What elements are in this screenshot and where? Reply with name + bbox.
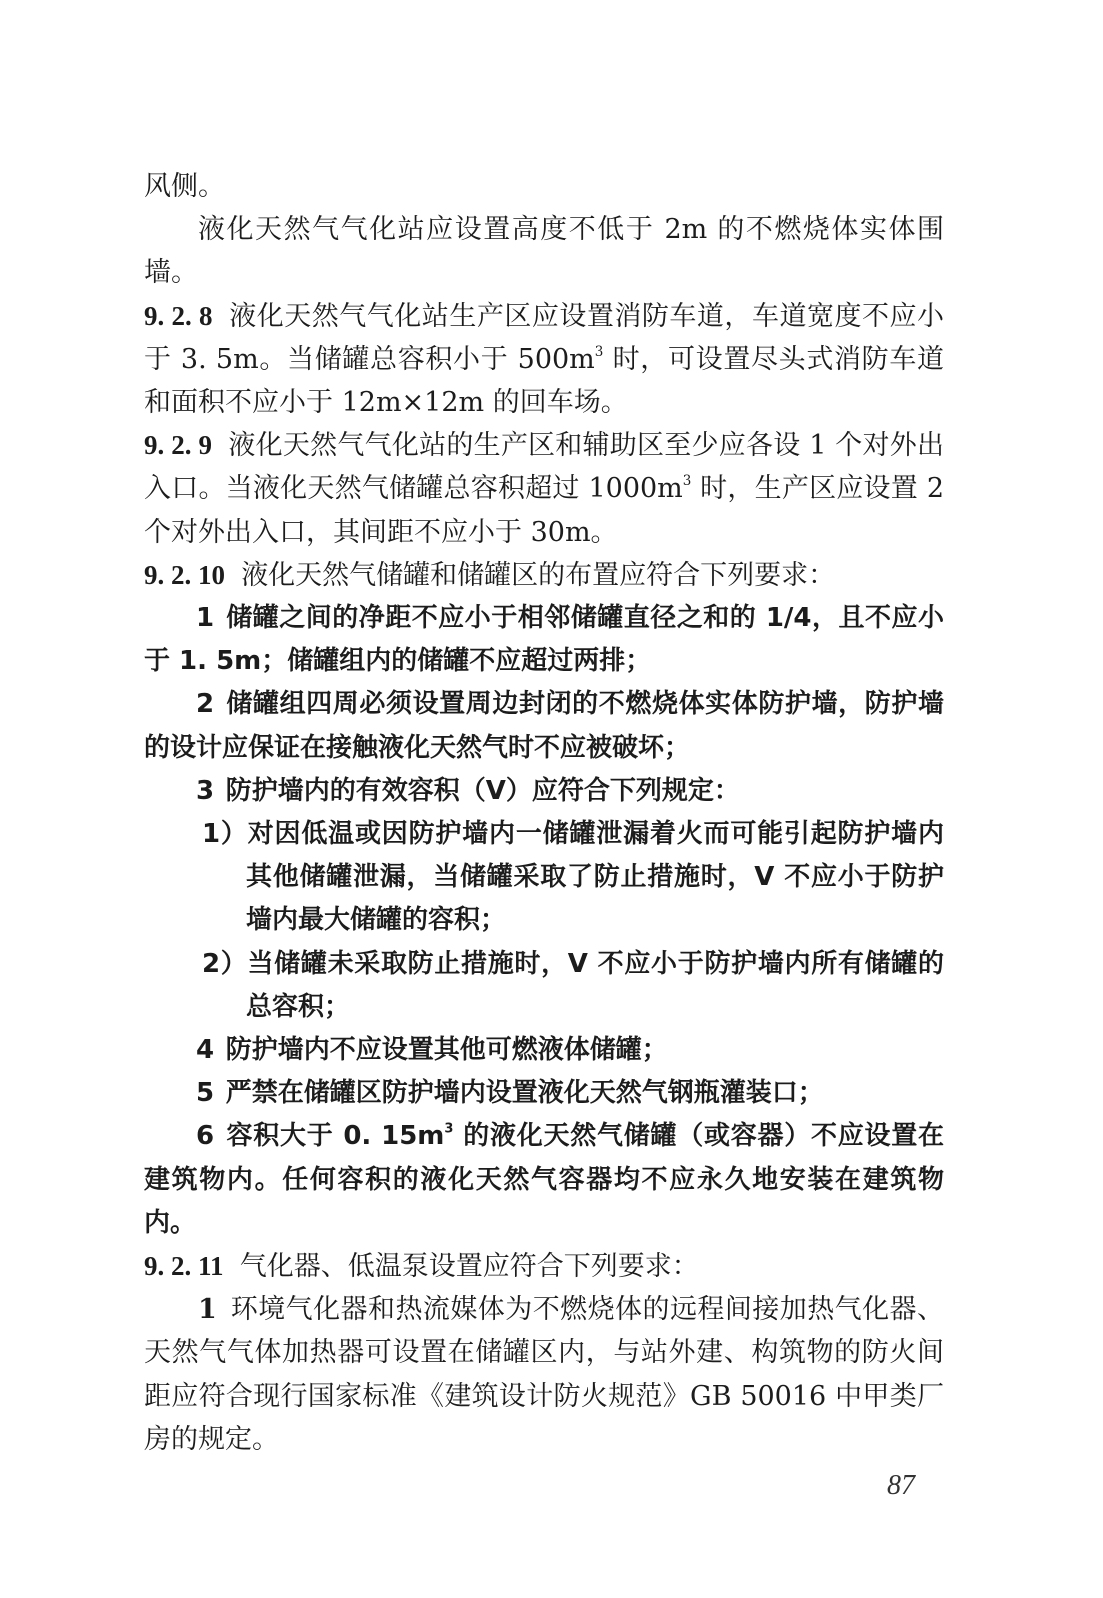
item-number: 1 bbox=[198, 1294, 217, 1326]
superscript: 3 bbox=[682, 473, 692, 490]
item-text: 严禁在储罐区防护墙内设置液化天然气钢瓶灌装口； bbox=[225, 1078, 824, 1109]
body-text bbox=[144, 165, 944, 1461]
clause-9-2-11 bbox=[144, 1245, 944, 1288]
wall-text: 液化天然气气化站应设置高度不低于 2m 的不燃烧体实体围墙。 bbox=[144, 214, 944, 289]
clause-number: 9. 2. 11 bbox=[144, 1251, 224, 1282]
clause-number: 9. 2. 9 bbox=[144, 430, 212, 461]
item-2 bbox=[144, 683, 944, 769]
item-text: 储罐组四周必须设置周边封闭的不燃烧体实体防护墙，防护墙的设计应保证在接触液化天然气时不应被破坏； bbox=[144, 689, 944, 763]
item-text: 环境气化器和热流媒体为不燃烧体的远程间接加热气化器、天然气气体加热器可设置在储罐区内，与站外建、构筑物的防火间距应符合现行国家标准《建筑设计防火规范》GB 50016 中甲类厂房的规定。 bbox=[144, 1294, 944, 1455]
clause-text-part: 时，可设置尽头式消防车道和面积不应小于 12m×12m 的回车场。 bbox=[144, 343, 944, 419]
item-text: 防护墙内的有效容积（V）应符合下列规定： bbox=[225, 775, 740, 806]
item-number: 2 bbox=[196, 689, 215, 720]
clause-text: 气化器、低温泵设置应符合下列要求： bbox=[239, 1251, 699, 1283]
clause-number: 9. 2. 8 bbox=[144, 300, 213, 331]
item-text: 储罐之间的净距不应小于相邻储罐直径之和的 1/4，且不应小于 1. 5m；储罐组内的储罐不应超过两排； bbox=[144, 603, 944, 677]
continuation-text: 风侧。 bbox=[144, 171, 225, 202]
superscript: 3 bbox=[594, 343, 604, 360]
item-j1 bbox=[144, 1288, 944, 1461]
subitem-number: 1） bbox=[202, 819, 248, 850]
item-6 bbox=[144, 1115, 944, 1245]
subitem-number: 2） bbox=[202, 948, 248, 979]
item-3 bbox=[144, 770, 944, 813]
item-number: 1 bbox=[196, 603, 215, 634]
paragraph-continuation bbox=[144, 165, 944, 208]
clause-9-2-8 bbox=[144, 295, 944, 425]
item-text: 防护墙内不应设置其他可燃液体储罐； bbox=[225, 1035, 668, 1066]
item-4 bbox=[144, 1029, 944, 1072]
item-number: 3 bbox=[196, 775, 215, 806]
item-text-part: 的液化天然气储罐（或容器）不应设置在建筑物内。任何容积的液化天然气容器均不应永久地安装在建筑物内。 bbox=[144, 1121, 944, 1238]
subitem-2 bbox=[144, 943, 944, 1029]
paragraph-wall bbox=[144, 208, 944, 294]
item-number: 4 bbox=[196, 1035, 215, 1066]
item-number: 5 bbox=[196, 1078, 215, 1109]
clause-text-part: 液化天然气气化站的生产区和辅助区至少应各设 1 个对外出入口。当液化天然气储罐总容积超过 1000m bbox=[144, 430, 945, 505]
clause-text: 液化天然气储罐和储罐区的布置应符合下列要求： bbox=[241, 559, 836, 591]
item-text-part: 容积大于 0. 15m bbox=[225, 1121, 445, 1152]
clause-text-part: 时，生产区应设置 2 个对外出入口，其间距不应小于 30m。 bbox=[144, 473, 944, 548]
subitem-text: 对因低温或因防护墙内一储罐泄漏着火而可能引起防护墙内其他储罐泄漏，当储罐采取了防止措施时，V 不应小于防护墙内最大储罐的容积； bbox=[246, 819, 944, 936]
item-1 bbox=[144, 597, 944, 683]
item-number: 6 bbox=[196, 1121, 215, 1152]
clause-9-2-10 bbox=[144, 554, 944, 597]
clause-9-2-9 bbox=[144, 424, 944, 554]
clause-text-part: 液化天然气气化站生产区应设置消防车道，车道宽度不应小于 3. 5m。当储罐总容积小于 500m bbox=[144, 300, 945, 375]
superscript: 3 bbox=[444, 1121, 454, 1137]
subitem-text: 当储罐未采取防止措施时，V 不应小于防护墙内所有储罐的总容积； bbox=[246, 948, 944, 1022]
page-number: 87 bbox=[887, 1470, 915, 1501]
clause-number: 9. 2. 10 bbox=[144, 559, 225, 590]
subitem-1 bbox=[144, 813, 944, 943]
item-5 bbox=[144, 1072, 944, 1115]
